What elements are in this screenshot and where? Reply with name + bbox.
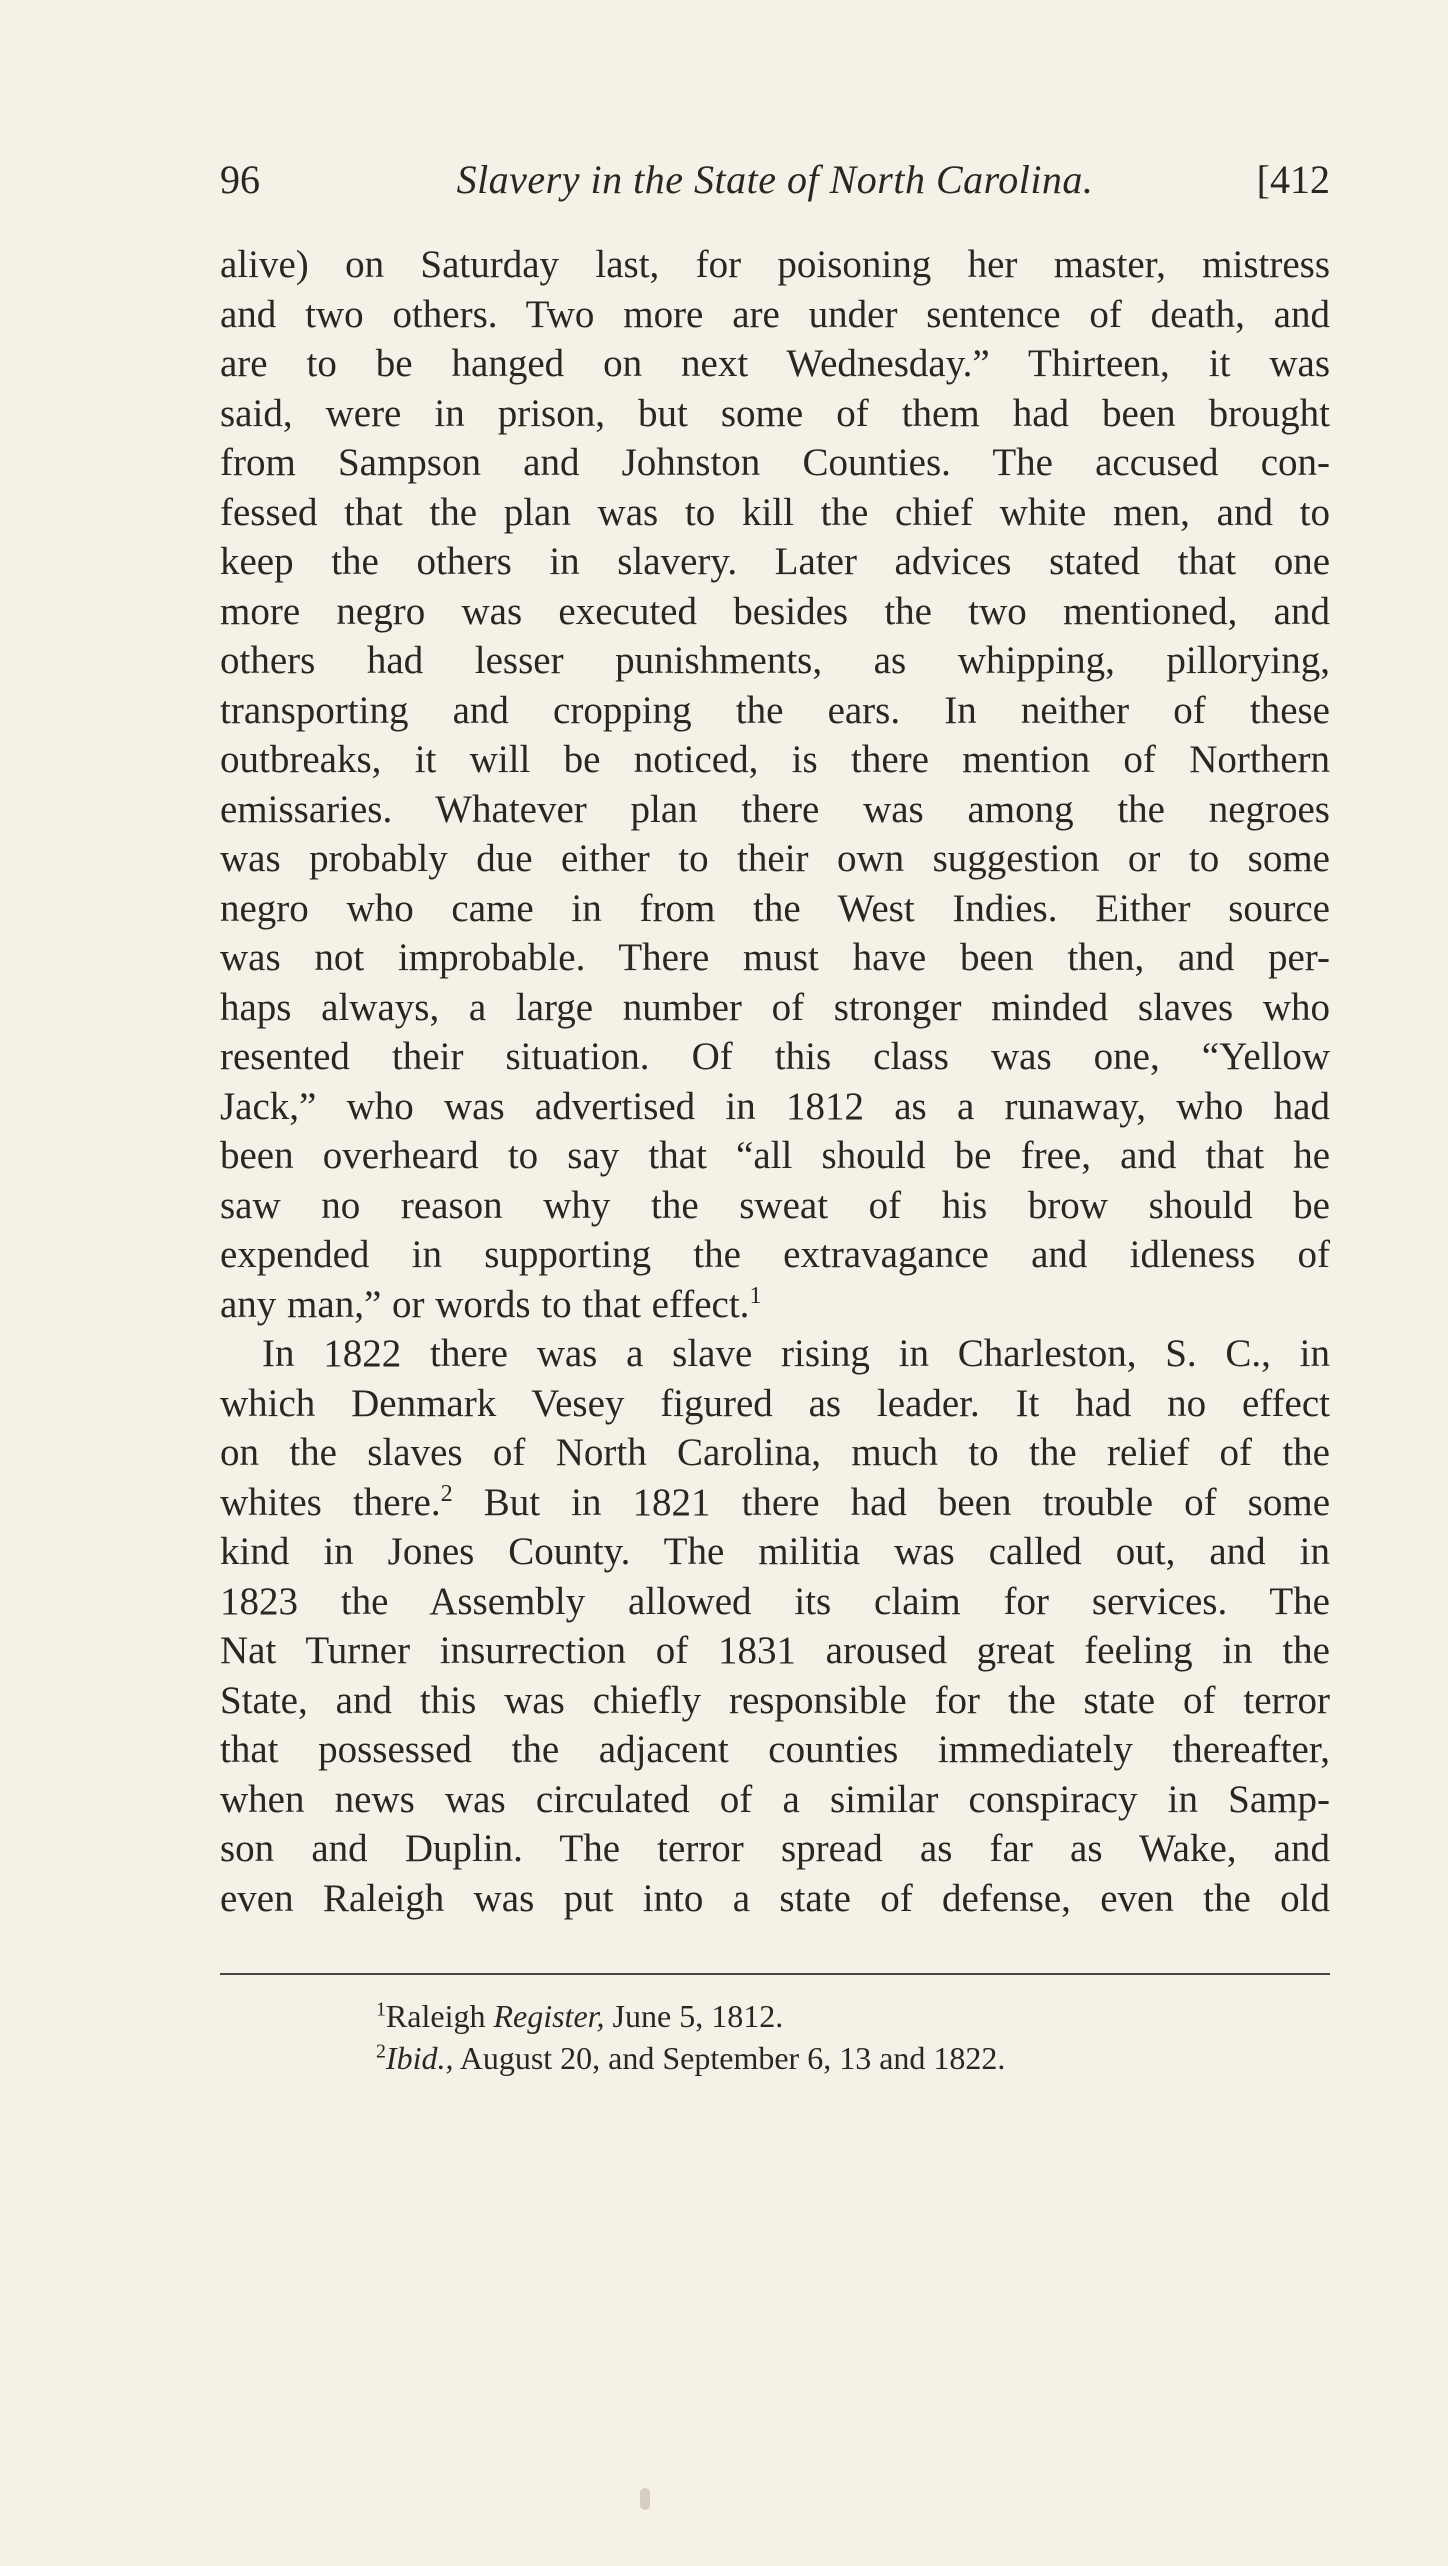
text-line: even Raleigh was put into a state of defense, even the old	[220, 1876, 1330, 1920]
text-line: outbreaks, it will be noticed, is there mention of Northern	[220, 738, 1330, 781]
text-line: are to be hanged on next Wednesday.” Thirteen, it was	[220, 342, 1330, 385]
text-line: fessed that the plan was to kill the chief white men, and to	[220, 490, 1330, 534]
text-line: from Sampson and Johnston Counties. The accused con-	[220, 441, 1330, 484]
text-line: emissaries. Whatever plan there was among the negroes	[220, 787, 1330, 831]
footnote-title: Register,	[493, 1998, 605, 2034]
text-line: keep the others in slavery. Later advices stated that one	[220, 540, 1330, 583]
text-line: was probably due either to their own suggestion or to some	[220, 837, 1330, 880]
text-line: said, were in prison, but some of them had been brought	[220, 391, 1330, 435]
text-line: haps always, a large number of stronger minded slaves who	[220, 985, 1330, 1029]
text-line: alive) on Saturday last, for poisoning her master, mistress	[220, 243, 1330, 286]
text-line: expended in supporting the extravagance and idleness of	[220, 1233, 1330, 1276]
text-line: Nat Turner insurrection of 1831 aroused great feeling in the	[220, 1629, 1330, 1672]
text-line: Jack,” who was advertised in 1812 as a runaway, who had	[220, 1084, 1330, 1128]
footnote-number: 1	[376, 1998, 386, 2021]
footnote-title: Ibid.,	[385, 2040, 454, 2076]
text-line: when news was circulated of a similar conspiracy in Samp-	[220, 1777, 1330, 1821]
footnote-number: 2	[376, 2040, 386, 2063]
text-line: was not improbable. There must have been then, and per-	[220, 936, 1330, 979]
paper-mark	[640, 2488, 650, 2510]
text-line: State, and this was chiefly responsible for the state of terror	[220, 1678, 1330, 1722]
text-line: negro who came in from the West Indies. Either source	[220, 886, 1330, 930]
text-line: been overheard to say that “all should be free, and that he	[220, 1134, 1330, 1177]
text-line: and two others. Two more are under sentence of death, and	[220, 292, 1330, 336]
footnote-marker: 1	[749, 1281, 762, 1309]
text-line: transporting and cropping the ears. In neither of these	[220, 688, 1330, 732]
text-line: others had lesser punishments, as whipping, pillorying,	[220, 639, 1330, 682]
footnote-text: June 5, 1812.	[604, 1998, 784, 2034]
text-line-content: But in 1821 there had been trouble of some	[452, 1480, 1330, 1524]
footnote-marker: 2	[440, 1479, 453, 1507]
page-number: 96	[220, 157, 260, 202]
section-reference: [412	[1256, 157, 1330, 202]
footnote	[376, 2037, 1276, 2079]
text-line	[220, 1478, 1330, 1528]
footnote-divider	[220, 1973, 1330, 1975]
paragraph-start-line: In 1822 there was a slave rising in Charleston, S. C., in	[262, 1332, 1330, 1375]
text-line: 1823 the Assembly allowed its claim for services. The	[220, 1579, 1330, 1623]
footnotes	[376, 1995, 1276, 2079]
text-line	[220, 1280, 1330, 1330]
text-line-content: any man,” or words to that effect.	[220, 1282, 750, 1326]
text-line: son and Duplin. The terror spread as far as Wake, and	[220, 1827, 1330, 1870]
footnote-text: August 20, and September 6, 13 and 1822.	[453, 2040, 1006, 2076]
text-line: more negro was executed besides the two mentioned, and	[220, 589, 1330, 633]
text-line: on the slaves of North Carolina, much to the relief of the	[220, 1431, 1330, 1474]
text-line: kind in Jones County. The militia was called out, and in	[220, 1530, 1330, 1573]
text-line: that possessed the adjacent counties immediately thereafter,	[220, 1728, 1330, 1771]
text-line: resented their situation. Of this class was one, “Yellow	[220, 1035, 1330, 1078]
text-line: which Denmark Vesey figured as leader. It had no effect	[220, 1381, 1330, 1425]
page-header	[220, 150, 1330, 210]
text-line: saw no reason why the sweat of his brow should be	[220, 1183, 1330, 1227]
footnote-text: Raleigh	[385, 1998, 494, 2034]
running-title: Slavery in the State of North Carolina.	[456, 157, 1094, 202]
footnote	[376, 1995, 1276, 2037]
text-line-content: whites there.	[220, 1480, 441, 1524]
body-text	[220, 240, 1330, 1923]
